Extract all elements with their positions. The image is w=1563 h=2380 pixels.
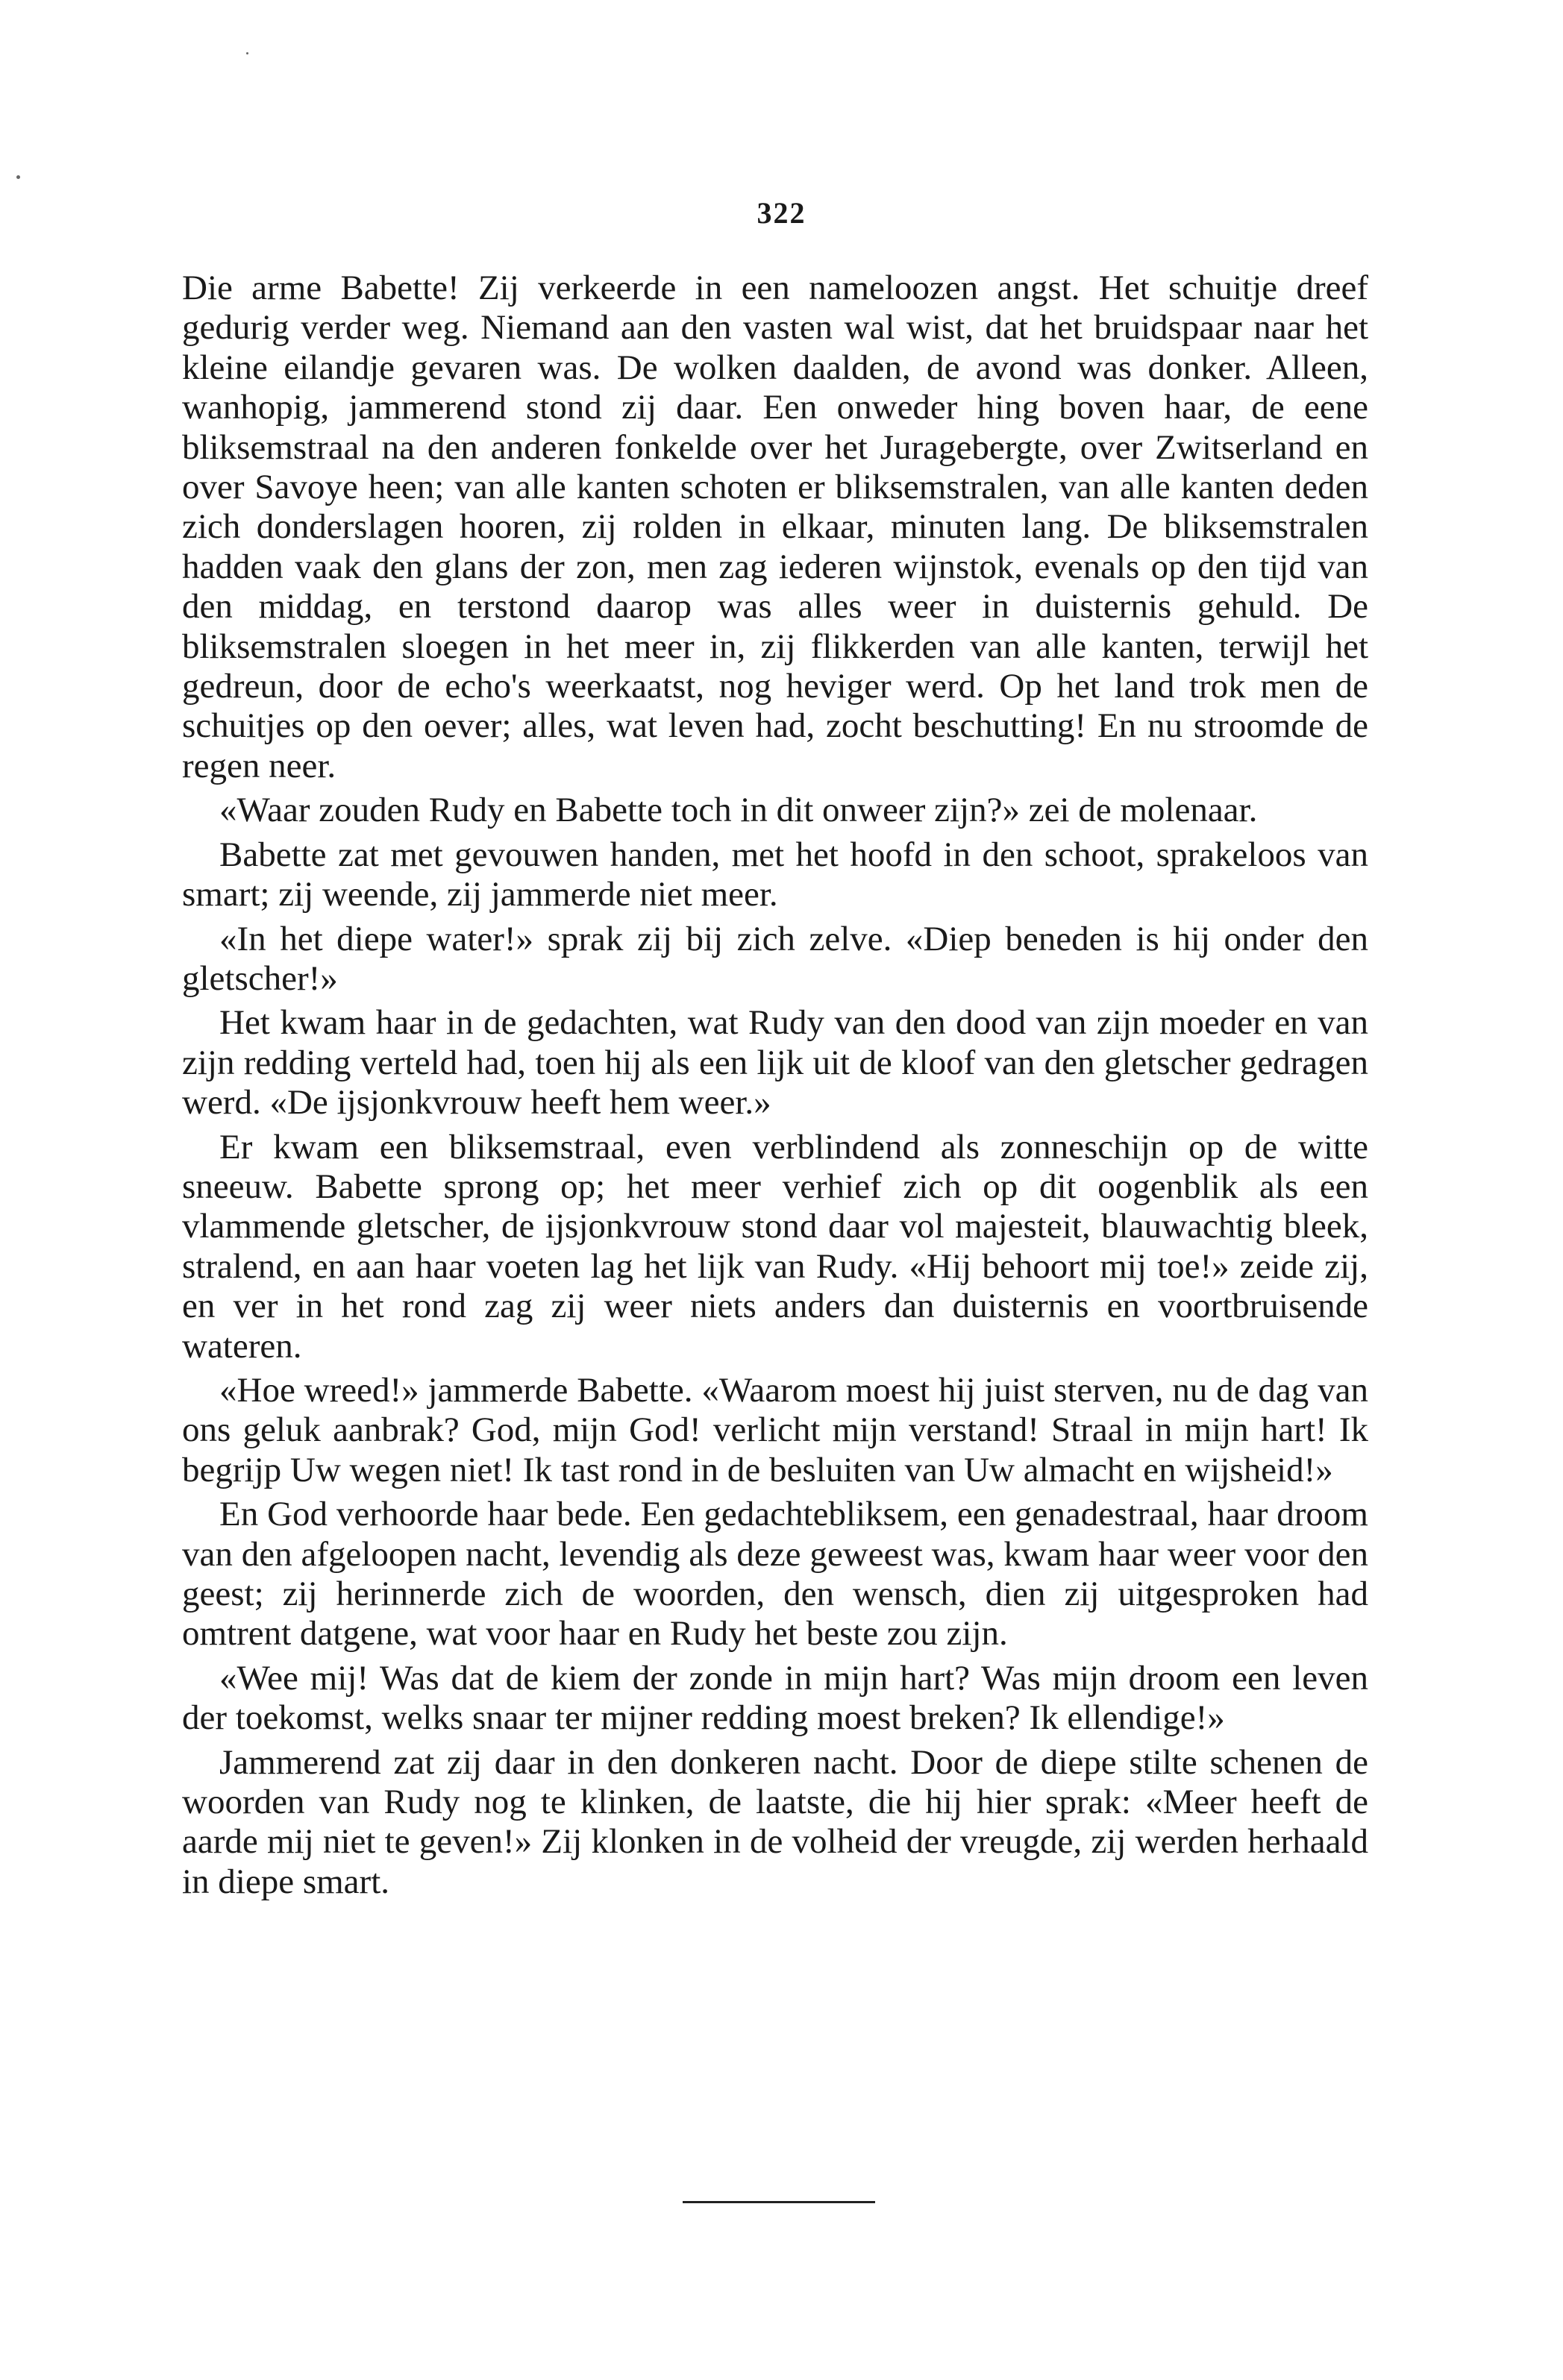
print-speck [16,175,20,179]
paragraph: En God verhoorde haar bede. Een gedachtebliksem, een genadestraal, haar droom van den afgeloopen nacht, levendig als deze geweest was, kwam haar weer voor den geest; zij herinnerde zich de woorden, den wensch, dien zij uitgesproken had omtrent datgene, wat voor haar en Rudy het beste zou zijn. [182,1495,1368,1654]
paragraph: Het kwam haar in de gedachten, wat Rudy van den dood van zijn moeder en van zijn redding verteld had, toen hij als een lijk uit de kloof van den gletscher gedragen werd. «De ijsjonkvrouw heeft hem weer.» [182,1003,1368,1123]
paragraph: «Hoe wreed!» jammerde Babette. «Waarom moest hij juist sterven, nu de dag van ons geluk aanbrak? God, mijn God! verlicht mijn verstand! Straal in mijn hart! Ik begrijp Uw wegen niet! Ik tast rond in de besluiten van Uw almacht en wijsheid!» [182,1370,1368,1489]
paragraph: Die arme Babette! Zij verkeerde in een nameloozen angst. Het schuitje dreef gedurig verder weg. Niemand aan den vasten wal wist, dat het bruidspaar naar het kleine eilandje gevaren was. De wolken daalden, de avond was donker. Alleen, wanhopig, jammerend stond zij daar. Een onweder hing boven haar, de eene bliksemstraal na den anderen fonkelde over het Juragebergte, over Zwitserland en over Savoye heen; van alle kanten schoten er bliksemstralen, van alle kanten deden zich donderslagen hooren, zij rolden in elkaar, minuten lang. De bliksemstralen hadden vaak den glans der zon, men zag iederen wijnstok, evenals op den tijd van den middag, en terstond daarop was alles weer in duisternis gehuld. De bliksemstralen sloegen in het meer in, zij flikkerden van alle kanten, terwijl het gedreun, door de echo's weerkaatst, nog heviger werd. Op het land trok men de schuitjes op den oever; alles, wat leven had, zocht beschutting! En nu stroomde de regen neer. [182,269,1368,785]
print-speck [246,52,248,54]
body-text [182,269,1368,1902]
paragraph: «Wee mij! Was dat de kiem der zonde in mijn hart? Was mijn droom een leven der toekomst, welks snaar ter mijner redding moest breken? Ik ellendige!» [182,1658,1368,1738]
paragraph: Er kwam een bliksemstraal, even verblindend als zonneschijn op de witte sneeuw. Babette sprong op; het meer verhief zich op dit oogenblik als een vlammende gletscher, de ijsjonkvrouw stond daar vol majesteit, blauwachtig bleek, stralend, en aan haar voeten lag het lijk van Rudy. «Hij behoort mij toe!» zeide zij, en ver in het rond zag zij weer niets anders dan duisternis en voortbruisende wateren. [182,1127,1368,1366]
paragraph: «Waar zouden Rudy en Babette toch in dit onweer zijn?» zei de molenaar. [219,791,1258,830]
paragraph: Babette zat met gevouwen handen, met het hoofd in den schoot, sprakeloos van smart; zij weende, zij jammerde niet meer. [182,835,1368,914]
section-end-rule [683,2201,875,2203]
paragraph: «In het diepe water!» sprak zij bij zich zelve. «Diep beneden is hij onder den gletscher!» [182,919,1368,998]
page-number: 322 [757,196,806,230]
paragraph: Jammerend zat zij daar in den donkeren nacht. Door de diepe stilte schenen de woorden van Rudy nog te klinken, de laatste, die hij hier sprak: «Meer heeft de aarde mij niet te geven!» Zij klonken in de volheid der vreugde, zij werden herhaald in diepe smart. [182,1742,1368,1901]
